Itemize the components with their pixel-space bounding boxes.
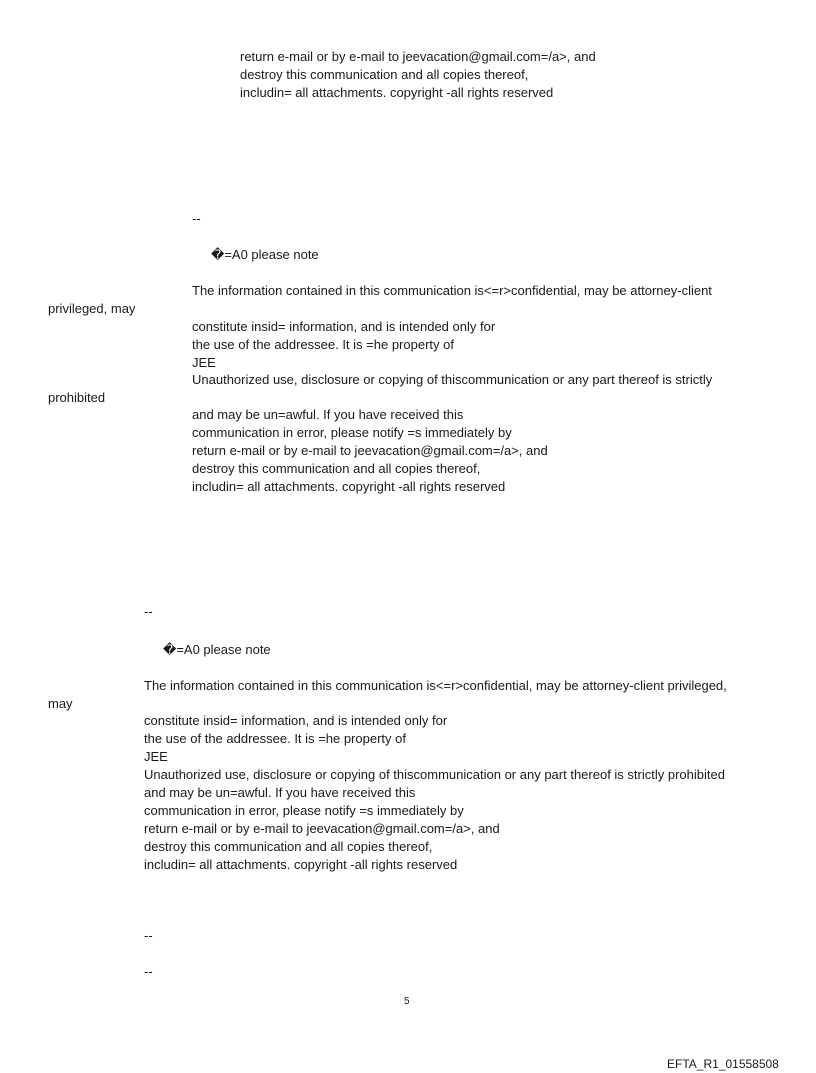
text-line: includin= all attachments. copyright -all rights reserved bbox=[240, 85, 554, 100]
text-line: destroy this communication and all copies thereof, bbox=[240, 67, 529, 82]
text-line: the use of the addressee. It is =he property of bbox=[192, 337, 454, 352]
text-line: communication in error, please notify =s immediately by bbox=[192, 425, 512, 440]
text-line: constitute insid= information, and is intended only for bbox=[144, 713, 448, 728]
text-line-wrap: may bbox=[48, 696, 73, 711]
text-line: and may be un=awful. If you have received this bbox=[192, 407, 464, 422]
text-line: The information contained in this communication is<=r>confidential, may be attorney-client privileged, bbox=[144, 678, 727, 693]
separator: -- bbox=[144, 928, 153, 943]
note-heading: �=A0 please note bbox=[211, 247, 319, 262]
text-line: JEE bbox=[192, 355, 216, 370]
text-line: the use of the addressee. It is =he property of bbox=[144, 731, 406, 746]
text-line: return e-mail or by e-mail to jeevacation@gmail.com=/a>, and bbox=[192, 443, 548, 458]
text-line: constitute insid= information, and is intended only for bbox=[192, 319, 496, 334]
text-line-wrap: privileged, may bbox=[48, 301, 136, 316]
text-line: communication in error, please notify =s immediately by bbox=[144, 803, 464, 818]
text-line-wrap: prohibited bbox=[48, 390, 106, 405]
text-line: return e-mail or by e-mail to jeevacation@gmail.com=/a>, and bbox=[144, 821, 500, 836]
separator: -- bbox=[144, 964, 153, 979]
document-id-footer: EFTA_R1_01558508 bbox=[667, 1057, 779, 1071]
text-line: Unauthorized use, disclosure or copying of thiscommunication or any part thereof is strictly prohibited bbox=[144, 767, 725, 782]
text-line: destroy this communication and all copies thereof, bbox=[192, 461, 481, 476]
separator: -- bbox=[192, 211, 201, 226]
text-line: Unauthorized use, disclosure or copying of thiscommunication or any part thereof is strictly bbox=[192, 372, 713, 387]
text-line: JEE bbox=[144, 749, 168, 764]
text-line: destroy this communication and all copies thereof, bbox=[144, 839, 433, 854]
text-line: and may be un=awful. If you have received this bbox=[144, 785, 416, 800]
page-number: 5 bbox=[404, 996, 410, 1007]
text-line: The information contained in this communication is<=r>confidential, may be attorney-client bbox=[192, 283, 712, 298]
text-line: includin= all attachments. copyright -all rights reserved bbox=[144, 857, 458, 872]
note-heading: �=A0 please note bbox=[163, 642, 271, 657]
text-line: return e-mail or by e-mail to jeevacation@gmail.com=/a>, and bbox=[240, 49, 596, 64]
text-line: includin= all attachments. copyright -all rights reserved bbox=[192, 479, 506, 494]
separator: -- bbox=[144, 604, 153, 619]
